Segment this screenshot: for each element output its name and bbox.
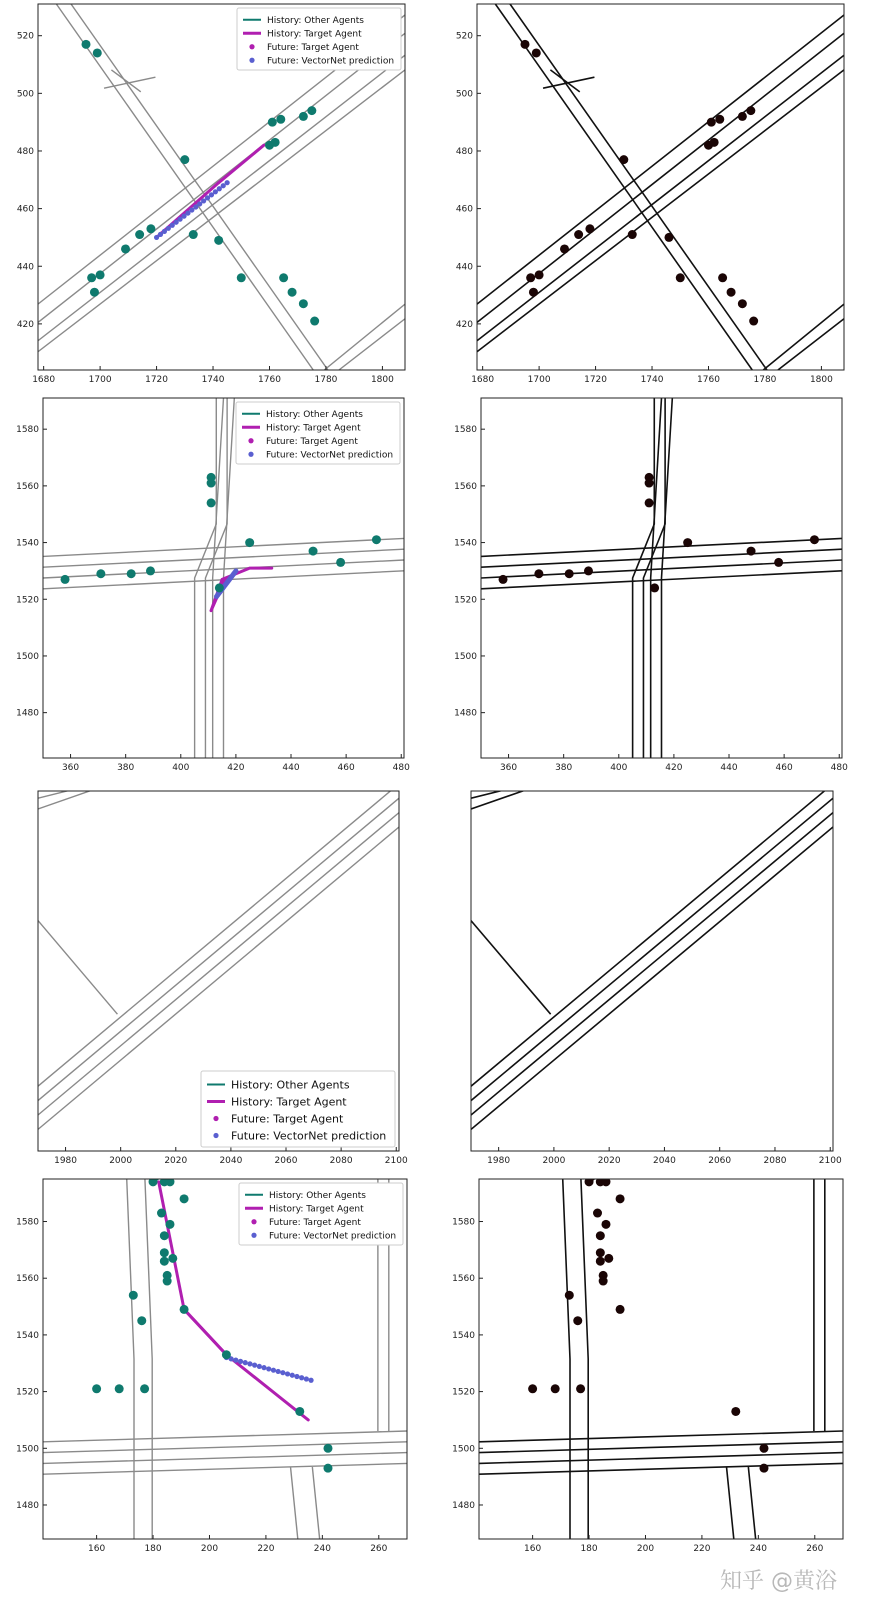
prediction-point	[252, 1363, 257, 1368]
agent-point	[96, 569, 105, 578]
y-tick-label: 1520	[16, 595, 39, 606]
lane-line	[43, 1442, 407, 1453]
agent-point	[245, 538, 254, 547]
x-tick-label: 2000	[542, 1156, 566, 1166]
y-tick-label: 1500	[16, 1444, 39, 1455]
prediction-point	[247, 1361, 252, 1366]
agent-point	[279, 273, 288, 282]
agent-point	[645, 498, 654, 507]
legend-label: History: Other Agents	[269, 1190, 367, 1201]
agent-point	[180, 1305, 189, 1314]
legend-label: History: Other Agents	[231, 1078, 350, 1092]
agent-point	[323, 1464, 332, 1473]
y-tick-label: 1580	[454, 425, 477, 436]
agent-point	[664, 233, 673, 242]
prediction-point	[285, 1371, 290, 1376]
agent-point	[596, 1257, 605, 1266]
lane-line	[471, 813, 833, 1115]
y-tick-label: 420	[16, 319, 34, 330]
prediction-point	[280, 1370, 285, 1375]
agent-point	[160, 1231, 169, 1240]
y-tick-label: 520	[16, 31, 34, 42]
agent-point	[323, 1444, 332, 1453]
agent-point	[237, 273, 246, 282]
legend-label: History: Other Agents	[267, 15, 365, 26]
agent-point	[534, 569, 543, 578]
agent-point	[115, 1384, 124, 1393]
y-tick-label: 1520	[454, 595, 477, 606]
prediction-point	[261, 1365, 266, 1370]
x-tick-label: 240	[313, 1544, 331, 1554]
legend-swatch-dot	[213, 1116, 218, 1121]
legend	[201, 1071, 395, 1147]
lane-line	[471, 784, 833, 1086]
legend-label: Future: Target Agent	[269, 1217, 361, 1228]
agent-point	[810, 535, 819, 544]
agent-point	[307, 106, 316, 115]
x-tick-label: 2060	[274, 1156, 298, 1166]
x-tick-label: 1980	[54, 1156, 78, 1166]
legend-label: Future: VectorNet prediction	[231, 1129, 387, 1143]
lane-line	[43, 549, 404, 567]
legend-swatch-dot	[213, 1133, 218, 1138]
x-tick-label: 460	[775, 763, 793, 773]
x-tick-label: 440	[720, 763, 738, 773]
agent-point	[168, 1254, 177, 1263]
prediction-point	[294, 1374, 299, 1379]
agent-point	[738, 112, 747, 121]
y-tick-label: 1540	[16, 1330, 39, 1341]
lane-line	[662, 398, 673, 758]
x-tick-label: 180	[144, 1544, 162, 1554]
chart-panel-row2-left	[16, 398, 410, 773]
agent-point	[157, 1209, 166, 1218]
x-tick-label: 360	[61, 763, 80, 773]
x-tick-label: 1720	[584, 375, 608, 385]
agent-point	[189, 230, 198, 239]
y-tick-label: 1480	[16, 1500, 39, 1511]
agent-point	[727, 288, 736, 297]
agent-point	[222, 1350, 231, 1359]
agent-point	[146, 566, 155, 575]
prediction-point	[304, 1376, 309, 1381]
chart-panel-row4-right	[452, 1172, 843, 1554]
agent-point	[599, 1277, 608, 1286]
lane-line	[38, 55, 405, 340]
x-tick-label: 2100	[384, 1156, 408, 1166]
agent-point	[92, 1384, 101, 1393]
axes-frame	[479, 1179, 843, 1539]
agent-point	[576, 1384, 585, 1393]
lane-line	[324, 304, 405, 370]
agent-point	[61, 575, 70, 584]
agent-point	[718, 273, 727, 282]
agent-point	[596, 1248, 605, 1257]
x-tick-label: 2020	[597, 1156, 621, 1166]
legend-label: History: Other Agents	[266, 409, 364, 420]
lane-line	[38, 798, 399, 1100]
agent-point	[499, 575, 508, 584]
plot-area	[481, 398, 842, 758]
agent-point	[295, 1407, 304, 1416]
lane-line	[479, 1442, 843, 1453]
x-tick-label: 1680	[32, 375, 56, 385]
y-tick-label: 1540	[454, 538, 477, 549]
agent-point	[710, 138, 719, 147]
x-tick-label: 1700	[88, 375, 112, 385]
x-tick-label: 2100	[818, 1156, 842, 1166]
agent-point	[146, 224, 155, 233]
lane-line	[291, 1467, 298, 1539]
x-tick-label: 400	[172, 763, 190, 773]
agent-point	[529, 288, 538, 297]
y-tick-label: 480	[455, 146, 473, 157]
axes-frame	[471, 791, 833, 1151]
lane-line	[43, 1453, 407, 1464]
prediction-point	[238, 1359, 243, 1364]
x-tick-label: 440	[282, 763, 300, 773]
lane-line	[43, 1431, 407, 1442]
agent-point	[160, 1257, 169, 1266]
lane-line	[471, 798, 833, 1100]
y-tick-label: 1560	[16, 481, 39, 492]
y-tick-label: 1520	[452, 1387, 475, 1398]
agent-point	[336, 558, 345, 567]
plot-area	[477, 4, 844, 370]
agent-point	[560, 244, 569, 253]
x-tick-label: 480	[830, 763, 848, 773]
y-tick-label: 1500	[452, 1444, 475, 1455]
agent-point	[127, 569, 136, 578]
agent-point	[528, 1384, 537, 1393]
x-tick-label: 2080	[763, 1156, 787, 1166]
agent-point	[573, 1316, 582, 1325]
x-tick-label: 1740	[201, 375, 225, 385]
x-tick-label: 200	[636, 1544, 655, 1554]
x-tick-label: 400	[610, 763, 628, 773]
y-tick-label: 1540	[452, 1330, 475, 1341]
agent-point	[214, 236, 223, 245]
agent-point	[565, 569, 574, 578]
agent-point	[180, 1194, 189, 1203]
x-tick-label: 420	[227, 763, 245, 773]
agent-point	[309, 547, 318, 556]
y-tick-label: 460	[455, 204, 473, 215]
prediction-point	[276, 1369, 281, 1374]
lane-line	[38, 813, 399, 1115]
watermark-text: 知乎 @黄浴	[720, 1569, 837, 1594]
agent-point	[160, 1248, 169, 1257]
legend-swatch-dot	[248, 438, 253, 443]
legend-label: Future: Target Agent	[267, 42, 359, 53]
chart-panel-row1-left	[17, 4, 405, 385]
legend-label: Future: VectorNet prediction	[269, 1231, 397, 1242]
legend-label: Future: Target Agent	[231, 1112, 344, 1126]
agent-point	[93, 48, 102, 57]
x-tick-label: 220	[693, 1544, 711, 1554]
x-tick-label: 420	[665, 763, 683, 773]
chart-panel-row1-right	[456, 4, 844, 385]
prediction-point	[266, 1366, 271, 1371]
x-tick-label: 260	[370, 1544, 388, 1554]
agent-point	[532, 48, 541, 57]
x-tick-label: 2080	[329, 1156, 353, 1166]
y-tick-label: 1560	[454, 481, 477, 492]
x-tick-label: 220	[257, 1544, 275, 1554]
agent-point	[121, 244, 130, 253]
y-tick-label: 1580	[452, 1217, 475, 1228]
agent-point	[738, 299, 747, 308]
agent-point	[207, 498, 216, 507]
y-tick-label: 500	[455, 89, 473, 100]
x-tick-label: 380	[555, 763, 573, 773]
chart-panel-row3-right	[471, 784, 842, 1609]
prediction-point	[243, 1360, 248, 1365]
agent-point	[759, 1464, 768, 1473]
x-tick-label: 2040	[219, 1156, 243, 1166]
agent-point	[601, 1220, 610, 1229]
lane-line	[145, 1179, 152, 1539]
agent-point	[731, 1407, 740, 1416]
lane-line	[481, 549, 842, 567]
x-tick-label: 1980	[487, 1156, 511, 1166]
lane-line	[38, 784, 399, 1086]
lane-line	[651, 398, 662, 758]
legend-label: Future: VectorNet prediction	[266, 450, 394, 461]
prediction-point	[308, 1378, 313, 1383]
x-tick-label: 480	[392, 763, 410, 773]
legend-swatch-dot	[248, 452, 253, 457]
agent-point	[135, 230, 144, 239]
agent-point	[140, 1384, 149, 1393]
x-tick-label: 180	[580, 1544, 598, 1554]
chart-panel-row2-right	[454, 398, 848, 773]
lane-line	[479, 1431, 843, 1442]
agent-point	[96, 270, 105, 279]
agent-point	[268, 118, 277, 127]
agent-point	[574, 230, 583, 239]
x-tick-label: 1780	[753, 375, 777, 385]
y-tick-label: 1540	[16, 538, 39, 549]
lane-line	[127, 1179, 134, 1539]
lane-line	[778, 319, 844, 370]
x-tick-label: 2020	[164, 1156, 188, 1166]
y-tick-label: 480	[16, 146, 34, 157]
agent-point	[619, 155, 628, 164]
lane-line	[495, 4, 752, 370]
lane-line	[471, 784, 543, 809]
lane-line	[312, 1467, 319, 1539]
y-tick-label: 500	[16, 89, 34, 100]
agent-point	[372, 535, 381, 544]
prediction-point	[257, 1364, 262, 1369]
legend-label: Future: Target Agent	[266, 436, 358, 447]
legend-label: History: Target Agent	[267, 29, 362, 40]
prediction-point	[271, 1368, 276, 1373]
y-tick-label: 1560	[16, 1274, 39, 1285]
agent-point	[299, 112, 308, 121]
lane-line	[339, 319, 405, 370]
agent-point	[310, 317, 319, 326]
agent-point	[715, 115, 724, 124]
agent-point	[683, 538, 692, 547]
plot-area	[479, 1172, 843, 1539]
prediction-point	[233, 1358, 238, 1363]
x-tick-label: 1680	[471, 375, 495, 385]
lane-line	[43, 538, 404, 556]
y-tick-label: 440	[455, 262, 473, 273]
agent-point	[746, 106, 755, 115]
x-tick-label: 1800	[809, 375, 833, 385]
x-tick-label: 380	[117, 763, 135, 773]
lane-line	[581, 1179, 588, 1539]
agent-point	[299, 299, 308, 308]
legend-label: Future: VectorNet prediction	[267, 56, 395, 67]
y-tick-label: 1560	[452, 1274, 475, 1285]
lane-line	[727, 1467, 734, 1539]
x-tick-label: 240	[749, 1544, 767, 1554]
lane-line	[477, 70, 844, 352]
legend-swatch-dot	[249, 44, 254, 49]
agent-point	[180, 155, 189, 164]
x-tick-label: 1760	[697, 375, 720, 385]
lane-line	[510, 4, 767, 370]
agent-point	[81, 40, 90, 49]
agent-point	[585, 224, 594, 233]
legend	[236, 402, 400, 464]
lane-line	[38, 784, 110, 809]
x-tick-label: 2060	[708, 1156, 732, 1166]
agent-point	[165, 1220, 174, 1229]
legend-label: History: Target Agent	[269, 1204, 364, 1215]
agent-point	[774, 558, 783, 567]
plot-area	[471, 784, 833, 1609]
prediction-point	[233, 568, 238, 573]
agent-point	[87, 273, 96, 282]
agent-point	[645, 479, 654, 488]
agent-point	[520, 40, 529, 49]
lane-line	[481, 538, 842, 556]
agent-point	[593, 1209, 602, 1218]
x-tick-label: 160	[88, 1544, 106, 1554]
y-tick-label: 1500	[16, 651, 39, 662]
lane-line	[477, 15, 844, 304]
agent-point	[707, 118, 716, 127]
agent-point	[526, 273, 535, 282]
lane-line	[471, 827, 833, 1129]
agent-point	[288, 288, 297, 297]
agent-point	[749, 317, 758, 326]
agent-point	[747, 547, 756, 556]
agent-point	[616, 1305, 625, 1314]
y-tick-label: 1480	[16, 708, 39, 719]
agent-point	[565, 1291, 574, 1300]
y-tick-label: 1580	[16, 1217, 39, 1228]
x-tick-label: 1720	[145, 375, 169, 385]
agent-point	[276, 115, 285, 124]
agent-point	[207, 479, 216, 488]
agent-point	[596, 1231, 605, 1240]
x-tick-label: 1800	[370, 375, 394, 385]
lane-line	[763, 304, 844, 370]
y-tick-label: 520	[455, 31, 473, 42]
y-tick-label: 420	[455, 319, 473, 330]
lane-line	[471, 921, 551, 1015]
legend-swatch-dot	[249, 58, 254, 63]
lane-line	[43, 1463, 407, 1474]
agent-point	[271, 138, 280, 147]
agent-point	[759, 1444, 768, 1453]
agent-point	[551, 1384, 560, 1393]
legend-label: History: Target Agent	[231, 1095, 347, 1109]
x-tick-label: 200	[200, 1544, 219, 1554]
x-tick-label: 1700	[527, 375, 551, 385]
legend-label: History: Target Agent	[266, 423, 361, 434]
prediction-point	[225, 180, 230, 185]
agent-point	[604, 1254, 613, 1263]
legend-swatch-dot	[251, 1233, 256, 1238]
x-tick-label: 1740	[640, 375, 664, 385]
y-tick-label: 1580	[16, 425, 39, 436]
lane-line	[477, 55, 844, 340]
lane-line	[748, 1467, 755, 1539]
y-tick-label: 440	[16, 262, 34, 273]
y-tick-label: 1500	[454, 651, 477, 662]
lane-line	[38, 921, 117, 1015]
agent-point	[535, 270, 544, 279]
agent-point	[584, 566, 593, 575]
y-tick-label: 1520	[16, 1387, 39, 1398]
legend	[237, 8, 401, 70]
lane-line	[479, 1453, 843, 1464]
lane-line	[563, 1179, 570, 1539]
x-tick-label: 160	[524, 1544, 542, 1554]
x-tick-label: 1780	[314, 375, 338, 385]
agent-point	[90, 288, 99, 297]
chart-panel-row4-left	[16, 1172, 407, 1554]
target-history-path	[219, 145, 264, 182]
x-tick-label: 2000	[109, 1156, 133, 1166]
agent-point	[137, 1316, 146, 1325]
x-tick-label: 1760	[258, 375, 281, 385]
x-tick-label: 360	[499, 763, 518, 773]
lane-line	[479, 1463, 843, 1474]
agent-point	[616, 1194, 625, 1203]
prediction-point	[299, 1375, 304, 1380]
y-tick-label: 460	[16, 204, 34, 215]
x-tick-label: 260	[806, 1544, 824, 1554]
prediction-point	[290, 1373, 295, 1378]
x-tick-label: 460	[337, 763, 355, 773]
legend	[239, 1183, 403, 1245]
y-tick-label: 1480	[452, 1500, 475, 1511]
agent-point	[676, 273, 685, 282]
agent-point	[163, 1277, 172, 1286]
agent-point	[650, 583, 659, 592]
x-tick-label: 2040	[652, 1156, 676, 1166]
agent-point	[628, 230, 637, 239]
agent-point	[215, 583, 224, 592]
lane-line	[38, 70, 405, 352]
legend-swatch-dot	[251, 1219, 256, 1224]
agent-point	[129, 1291, 138, 1300]
y-tick-label: 1480	[454, 708, 477, 719]
